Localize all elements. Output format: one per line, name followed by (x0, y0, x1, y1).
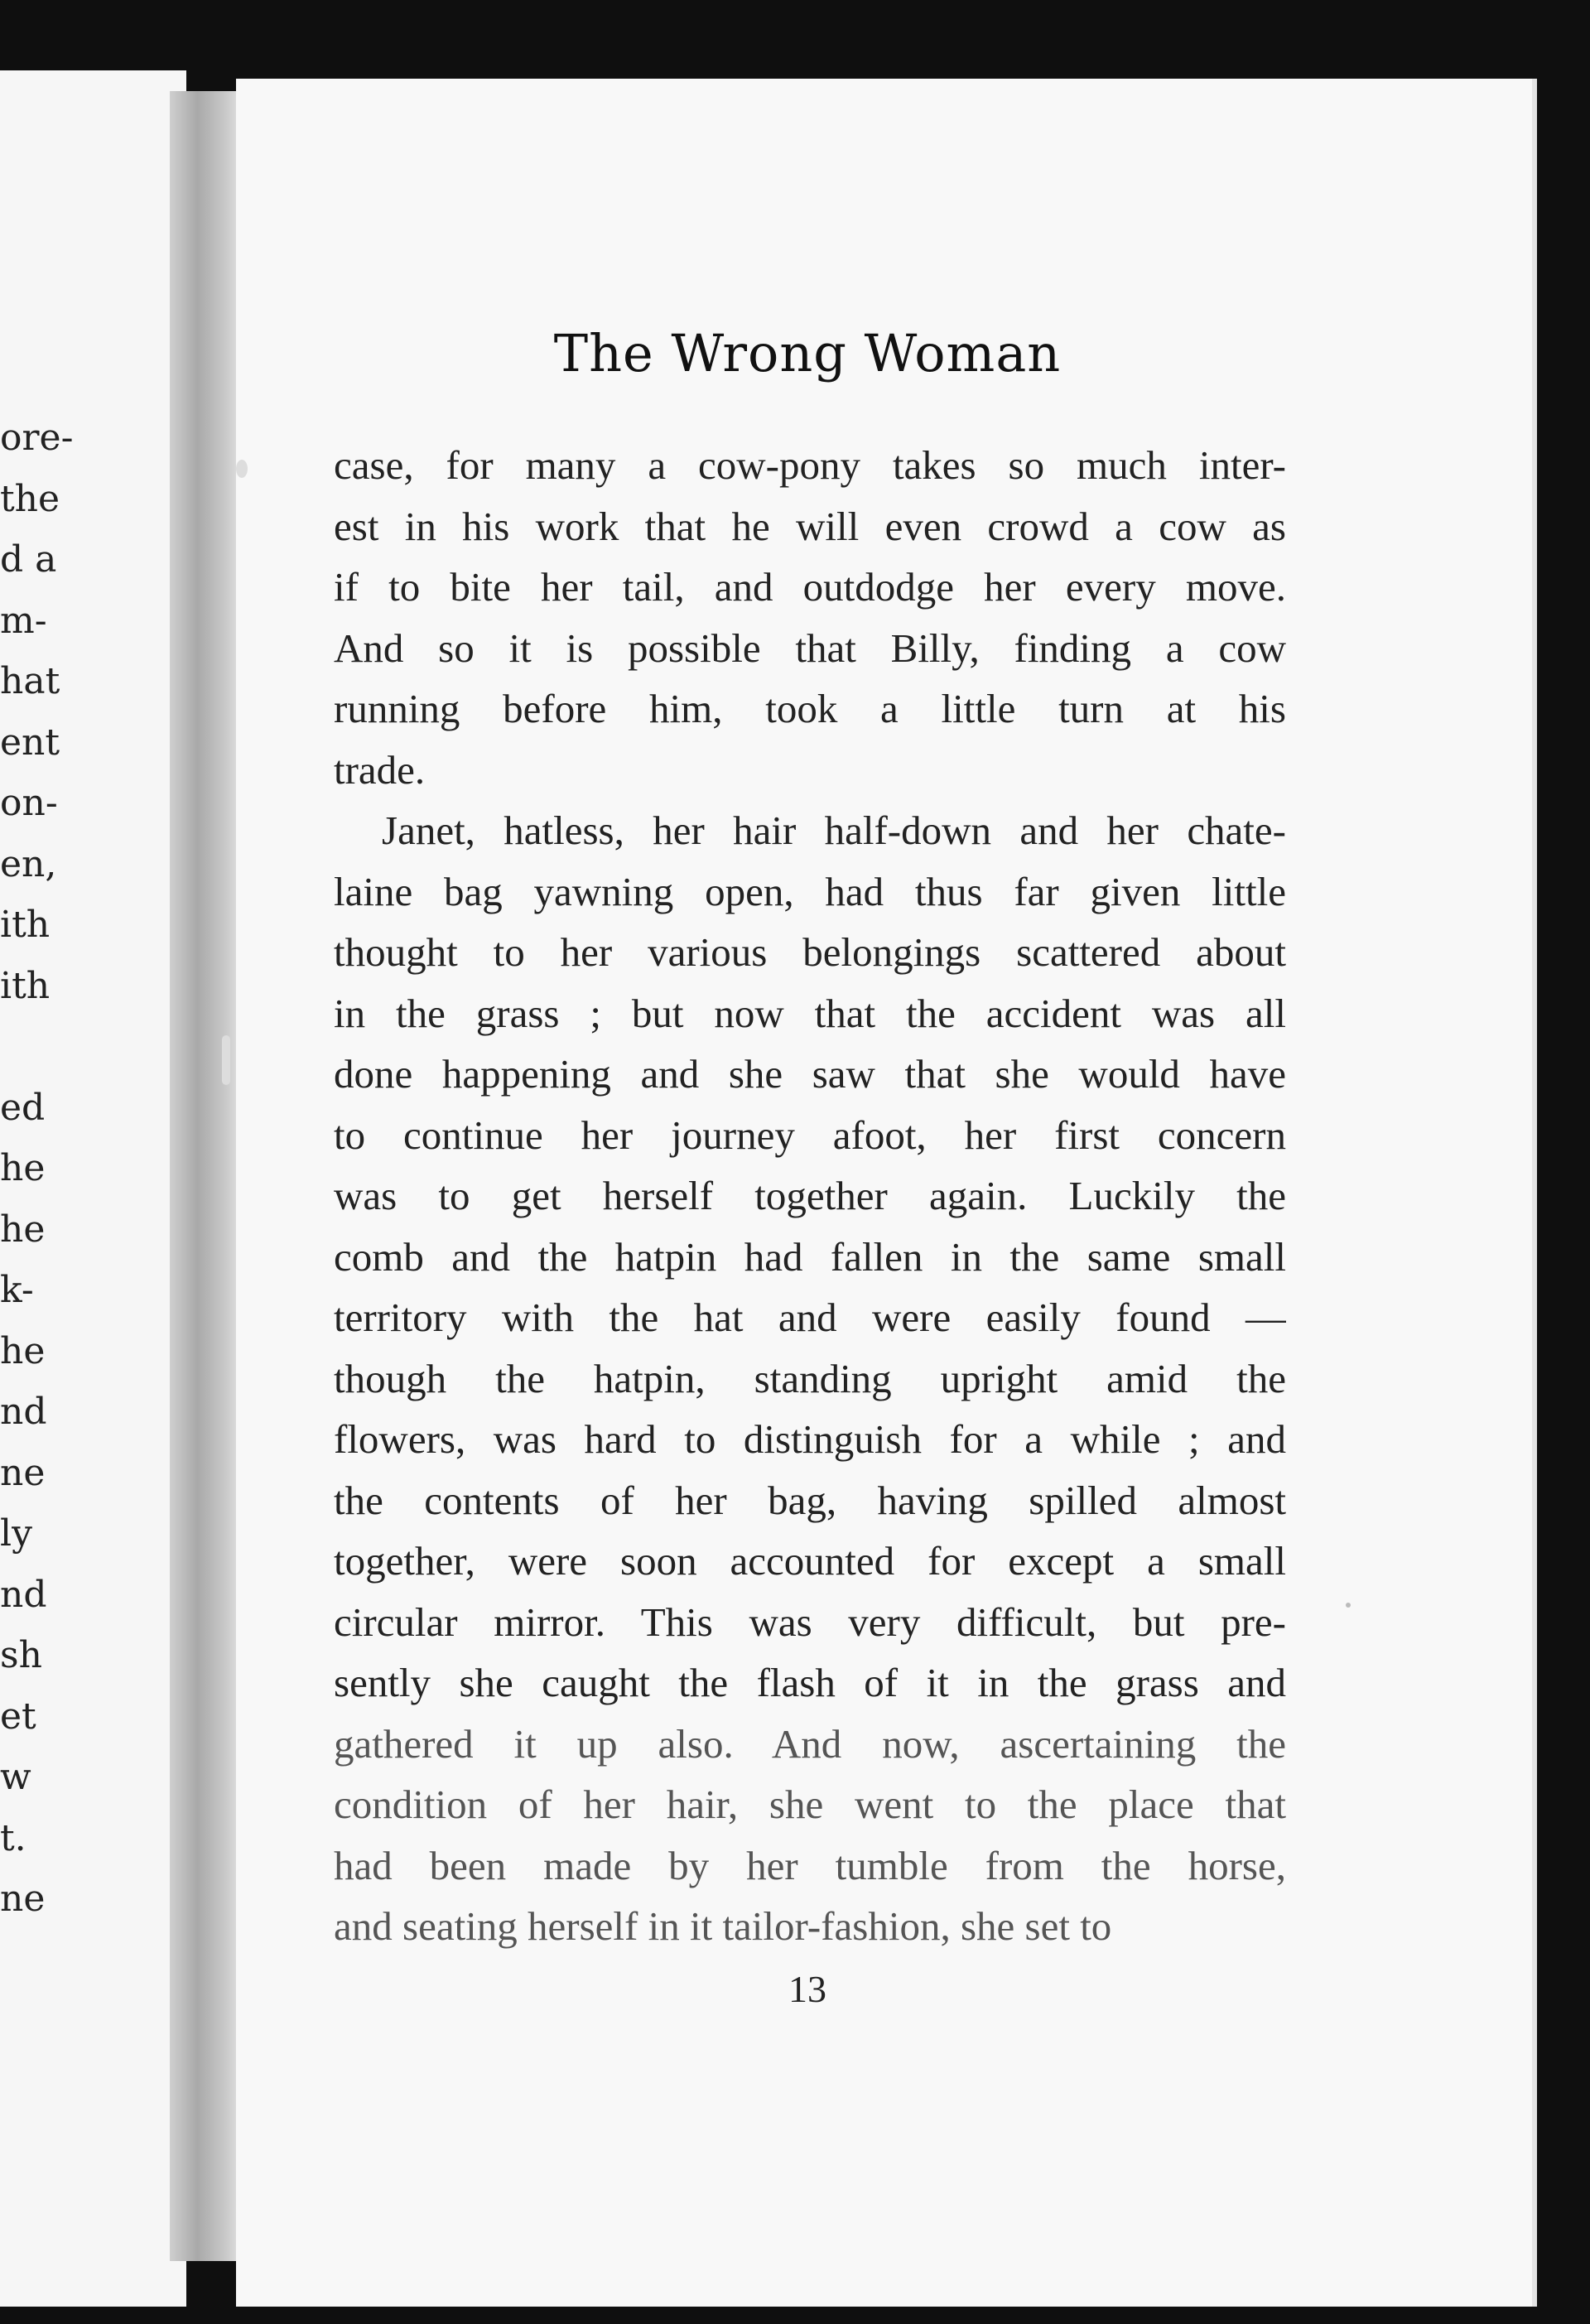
text-line: to continue her journey afoot, her first concern (334, 1111, 1286, 1158)
previous-page-fragment: hat (0, 660, 60, 702)
previous-page-fragment: on- (0, 782, 58, 824)
text-line: trade. (334, 746, 426, 793)
previous-page-fragment: m- (0, 599, 47, 642)
previous-page-fragment: nd (0, 1573, 47, 1616)
text-line: condition of her hair, she went to the place that (334, 1782, 1286, 1827)
text-line: est in his work that he will even crowd a cow as (334, 503, 1286, 549)
text-line: And so it is possible that Billy, finding a cow (334, 624, 1286, 671)
running-head: The Wrong Woman (553, 323, 1062, 383)
previous-page-fragment: he (0, 1329, 46, 1372)
text-line: the contents of her bag, having spilled almost (334, 1477, 1286, 1523)
previous-page-fragment: ne (0, 1878, 46, 1920)
previous-page-fragment: ly (0, 1512, 32, 1555)
text-line: territory with the hat and were easily found — (334, 1295, 1286, 1340)
body-text (334, 435, 1286, 1957)
text-line: in the grass ; but now that the accident was all (334, 990, 1286, 1036)
paper-speck (1346, 1603, 1351, 1608)
previous-page-fragment: ent (0, 721, 60, 764)
text-line: Janet, hatless, her hair half-down and her chate- (382, 808, 1286, 853)
previous-page-fragment: et (0, 1695, 36, 1738)
previous-page-fragment: ore- (0, 417, 74, 459)
previous-page-fragment: the (0, 477, 60, 520)
previous-page-fragment: ith (0, 904, 51, 946)
text-line: thought to her various belongings scattered about (334, 929, 1286, 975)
previous-page-fragment: ith (0, 964, 51, 1007)
previous-page-fragment: nd (0, 1391, 47, 1433)
paper-speck (222, 1035, 230, 1085)
text-line: done happening and she saw that she would have (334, 1051, 1286, 1097)
previous-page-fragment: en, (0, 842, 57, 885)
text-line: had been made by her tumble from the horse, (334, 1842, 1286, 1888)
current-page (236, 79, 1532, 2307)
text-line: circular mirror. This was very difficult, but pre- (334, 1598, 1286, 1645)
previous-page (0, 70, 186, 2307)
text-line: together, were soon accounted for except a small (334, 1538, 1286, 1584)
previous-page-fragment: he (0, 1208, 46, 1251)
text-line: though the hatpin, standing upright amid the (334, 1355, 1286, 1401)
text-line: case, for many a cow-pony takes so much inter- (334, 442, 1286, 488)
text-line: laine bag yawning open, had thus far given little (334, 868, 1286, 914)
previous-page-fragment: ed (0, 1086, 46, 1129)
text-line: running before him, took a little turn at his (334, 686, 1286, 731)
paper-speck (236, 460, 248, 478)
text-line: was to get herself together again. Luckily the (334, 1173, 1286, 1218)
previous-page-fragment: ne (0, 1451, 46, 1494)
previous-page-fragment: sh (0, 1634, 42, 1676)
previous-page-fragment: w (0, 1756, 31, 1798)
text-line: gathered it up also. And now, ascertaining the (334, 1720, 1286, 1767)
previous-page-fragment: t. (0, 1816, 26, 1859)
previous-page-fragment: k- (0, 1269, 34, 1311)
text-line: if to bite her tail, and outdodge her every move. (334, 564, 1286, 610)
text-line: flowers, was hard to distinguish for a while ; and (334, 1416, 1286, 1462)
text-line: and seating herself in it tailor-fashion, she set to (334, 1903, 1112, 1949)
text-line: comb and the hatpin had fallen in the same small (334, 1233, 1286, 1280)
text-line: sently she caught the flash of it in the grass and (334, 1660, 1286, 1705)
previous-page-fragment: d a (0, 538, 57, 581)
previous-page-fragment: he (0, 1147, 46, 1189)
page-number: 13 (788, 1968, 826, 2010)
